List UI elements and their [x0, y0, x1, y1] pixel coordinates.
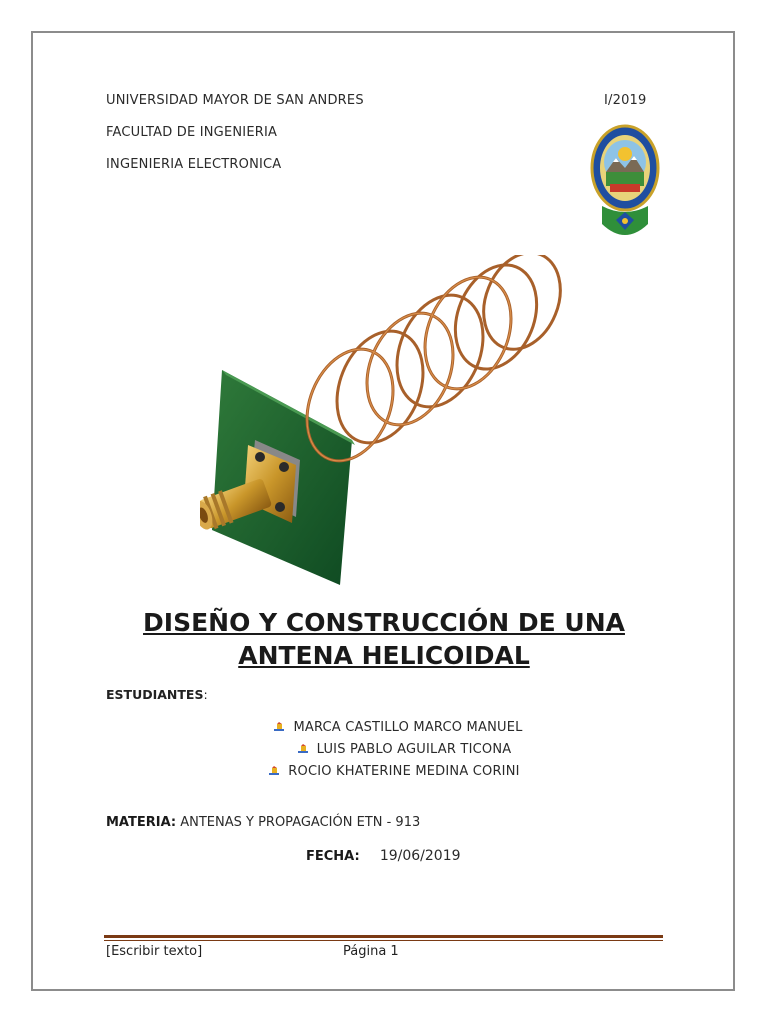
subject-value: ANTENAS Y PROPAGACIÓN ETN - 913 — [180, 815, 421, 830]
list-item — [0, 760, 768, 782]
university-name: UNIVERSIDAD MAYOR DE SAN ANDRES — [106, 93, 364, 108]
career-name: INGENIERIA ELECTRONICA — [106, 157, 282, 172]
faculty-name: FACULTAD DE INGENIERIA — [106, 125, 278, 140]
date-line — [306, 848, 461, 864]
title-line-1: DISEÑO Y CONSTRUCCIÓN DE UNA — [143, 608, 625, 637]
list-item — [0, 738, 768, 760]
helical-antenna-photo — [200, 255, 580, 595]
students-label-text: ESTUDIANTES — [106, 687, 204, 702]
bullet-icon — [273, 722, 285, 732]
student-name: ROCIO KHATERINE MEDINA CORINI — [288, 763, 520, 779]
footer-placeholder-text[interactable]: [Escribir texto] — [106, 944, 203, 959]
document-title — [90, 606, 678, 672]
semester-label: I/2019 — [604, 93, 647, 108]
students-label — [106, 687, 208, 702]
page-number: Página 1 — [343, 944, 399, 959]
student-name: LUIS PABLO AGUILAR TICONA — [316, 741, 512, 757]
bullet-icon — [297, 744, 309, 754]
date-value: 19/06/2019 — [379, 848, 461, 864]
footer-rule-thin — [104, 940, 663, 941]
title-line-2: ANTENA HELICOIDAL — [238, 641, 530, 670]
student-name: MARCA CASTILLO MARCO MANUEL — [293, 719, 523, 735]
subject-label: MATERIA: — [106, 815, 177, 830]
university-seal-icon — [588, 122, 662, 248]
subject-line — [106, 815, 420, 830]
date-label: FECHA: — [306, 849, 360, 864]
students-label-colon: : — [203, 687, 208, 702]
list-item — [0, 716, 768, 738]
students-list — [0, 716, 768, 782]
footer-rule — [104, 935, 663, 938]
bullet-icon — [268, 766, 280, 776]
